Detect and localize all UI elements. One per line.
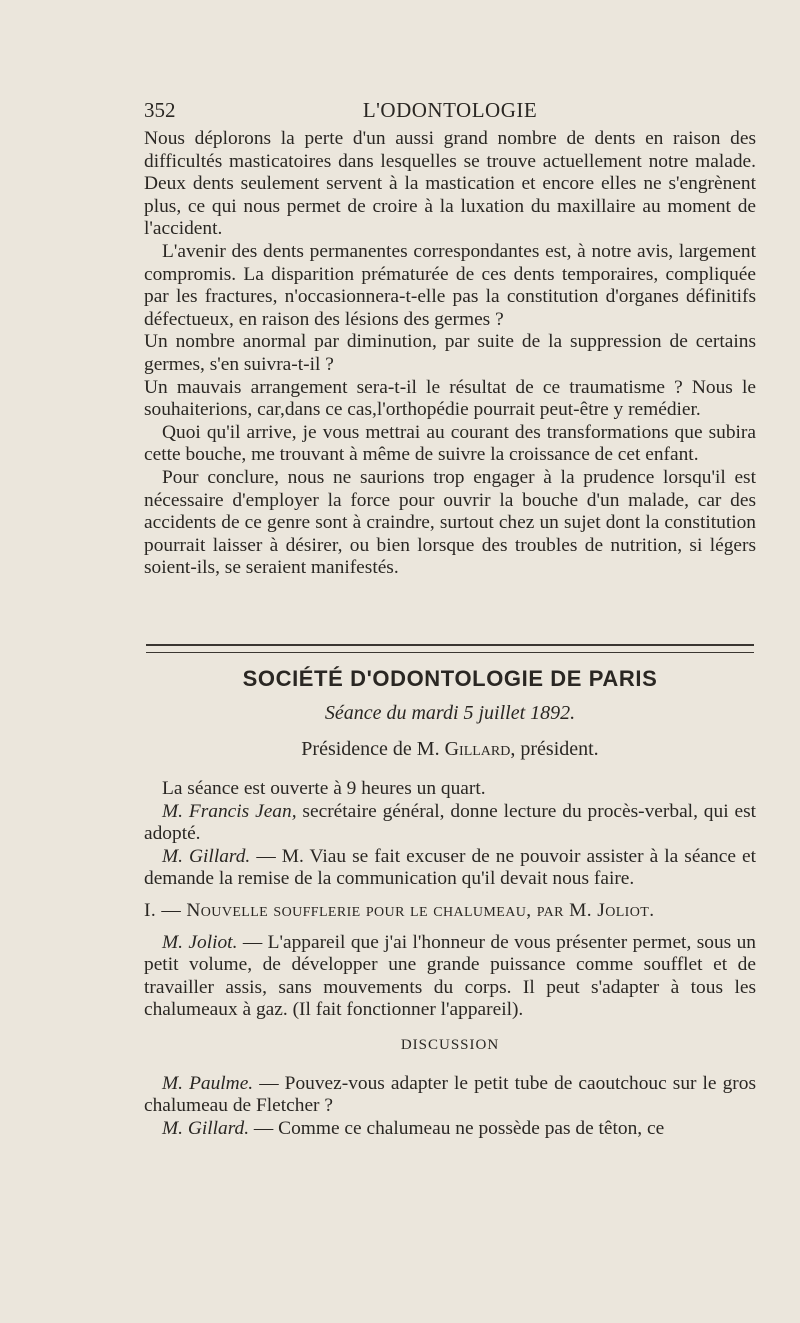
speaker-name: M. Francis Jean, (162, 800, 297, 822)
discussion-heading: DISCUSSION (400, 1036, 500, 1053)
paragraph: Un nombre anormal par diminution, par suite de la suppression de certains germes, s'en suivra-t-il ? (144, 331, 756, 375)
minutes-paragraph (144, 801, 756, 846)
society-minutes (144, 664, 756, 1140)
speaker-name: M. Gillard. (162, 845, 251, 867)
paragraph-text: — Pouvez-vous adapter le petit tube de caoutchouc sur le gros chalumeau de Fletcher ? (144, 1072, 756, 1117)
agenda-item-heading: I. — Nouvelle soufflerie pour le chalumeau, par M. Joliot. (144, 899, 655, 921)
speaker-name: M. Gillard. (162, 1117, 250, 1139)
paragraph: Un mauvais arrangement sera-t-il le résultat de ce traumatisme ? Nous le souhaiterions, car,dans ce cas,l'orthopédie pourrait peut-être y remédier. (144, 376, 756, 421)
paragraph: Quoi qu'il arrive, je vous mettrai au courant des transformations que subira cette bouche, me trouvant à même de suivre la croissance de cet enfant. (144, 421, 756, 466)
president-name: Gillard (444, 738, 511, 760)
society-title: SOCIÉTÉ D'ODONTOLOGIE DE PARIS (242, 666, 658, 691)
page-number: 352 (144, 98, 176, 122)
speaker-name: M. Joliot. (162, 931, 238, 953)
paragraph: Pour conclure, nous ne saurions trop engager à la prudence lorsqu'il est nécessaire d'employer la force pour ouvrir la bouche d'un malade, car des accidents de ce genre sont à craindre, surtout chez un sujet dont la constitution pourrait laisser à désirer, ou bien lorsque des troubles de nutrition, si légers soient-ils, se seraient manifestés. (144, 466, 756, 579)
page-header (144, 98, 756, 128)
paragraph-text: — L'appareil que j'ai l'honneur de vous présenter permet, sous un petit volume, de développer une grande puissance comme soufflet et de travailler assis, sans mouvements du corps. Il peut s'adapter à tous les chalumeaux à gaz. (Il fait fonctionner l'appareil). (144, 931, 756, 1021)
minutes-paragraph (144, 1073, 756, 1118)
paragraph-text: — Comme ce chalumeau ne possède pas de têton, ce (249, 1117, 665, 1139)
presidency-line (144, 736, 756, 762)
session-date: Séance du mardi 5 juillet 1892. (324, 702, 576, 724)
presidency-suffix: , président. (510, 738, 599, 760)
paragraph-text: secrétaire général, donne lecture du procès-verbal, qui est adopté. (144, 800, 757, 845)
paragraph: Nous déplorons la perte d'un aussi grand nombre de dents en raison des difficultés masticatoires dans lesquelles se trouve actuellement notre malade. Deux dents seulement servent à la mastication et encore elles ne s'engrènent plus, ce qui nous permet de croire à la luxation du maxillaire au moment de l'accident. (144, 128, 756, 240)
minutes-paragraph (144, 1118, 756, 1141)
section-divider (146, 644, 754, 653)
opening-line: La séance est ouverte à 9 heures un quart. (162, 778, 486, 799)
minutes-paragraph (144, 846, 756, 891)
speaker-name: M. Paulme. (162, 1072, 254, 1094)
minutes-paragraph (144, 932, 756, 1022)
paragraph: L'avenir des dents permanentes correspondantes est, à notre avis, largement compromis. La disparition prématurée de ces dents temporaires, compliquée par les fractures, n'occasionnera-t-elle pas la constitution d'organes définitifs défectueux, en raison des lésions des germes ? (144, 240, 756, 330)
paragraph-text: — M. Viau se fait excuser de ne pouvoir assister à la séance et demande la remise de la communication qu'il devait nous faire. (144, 845, 757, 890)
presidency-prefix: Présidence de M. (301, 738, 440, 760)
running-title: L'ODONTOLOGIE (362, 98, 538, 122)
article-body (144, 128, 756, 580)
